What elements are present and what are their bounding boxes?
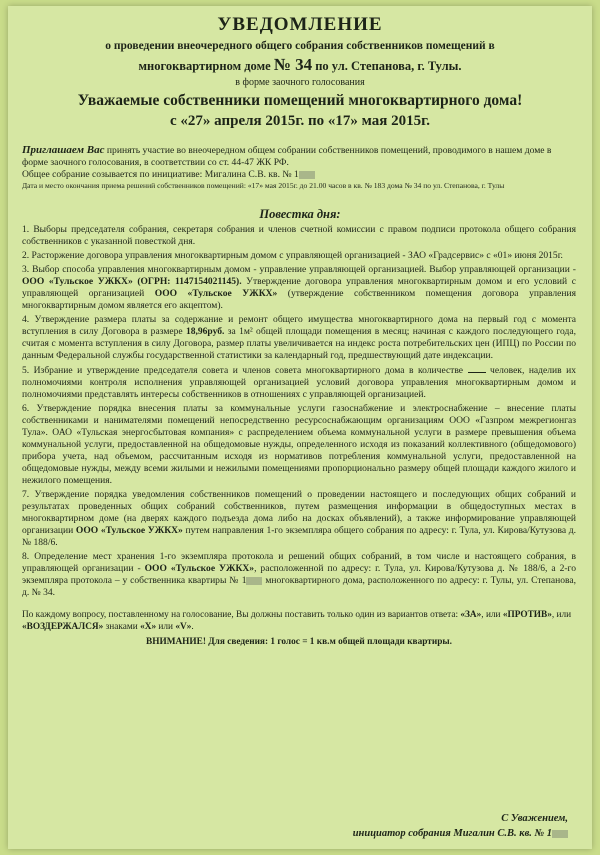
subtitle-line: о проведении внеочередного общего собрания собственников помещений в bbox=[105, 40, 495, 52]
attention-text: Для сведения: 1 голос = 1 кв.м общей площади квартиры. bbox=[205, 637, 452, 648]
agenda-item-1: 1. Выборы председателя собрания, секретаря собрания и членов счетной комиссии с правом подписи протокола общего собрания собственников с указанной повесткой дня. bbox=[22, 224, 576, 248]
attention-line bbox=[22, 636, 576, 648]
intro-paragraph bbox=[22, 144, 576, 169]
agenda-item-3: 3. Выбор способа управления многоквартирным домом - управление управляющей организацией. Выбор управляющей организации - ООО «Тульское УЖКХ» (ОГРН: 1147154021145). Утверждение договора управления многоквартирным домом и его условий с управляющей организацией ООО «Тульское УЖКХ» (утверждение собственником помещения договора управления многоквартирным домом является его акцептом). bbox=[22, 264, 576, 312]
voting-rules: По каждому вопросу, поставленному на голосование, Вы должны поставить только один из вариантов ответа: «ЗА», или «ПРОТИВ», или «ВОЗДЕРЖАЛСЯ» знаками «Х» или «V». bbox=[22, 610, 572, 633]
voting-instructions bbox=[22, 609, 576, 648]
blank-count bbox=[468, 372, 486, 373]
notice-sheet bbox=[8, 6, 592, 849]
initiator-text: Общее собрание созывается по инициативе: Мигалина С.В. кв. № 1 bbox=[22, 169, 299, 180]
redaction-mark bbox=[552, 830, 568, 838]
agenda-item-5: 5. Избрание и утверждение председателя совета и членов совета многоквартирного дома в количестве человек, наделив их полномочиями контроля исполнения управляющей организацией условий договора управления многоквартирным домом и полномочиями представлять интересы собственников в отношениях с управляющей организацией. bbox=[22, 364, 577, 400]
agenda-item-8: 8. Определение мест хранения 1-го экземпляра протокола и решений общих собраний, в том числе и настоящего собрания, в управляющей организации - ООО «Тульское УЖКХ», расположенной по адресу: г. Тула, ул. Кирова/Кутузова д. № 188/6, а 2-го экземпляра протокола – у собственника квартиры № 1 многоквартирного дома, расположенного по адресу: г. Тулы, ул. Степанова, д. № 34. bbox=[22, 551, 577, 599]
address-prefix: многоквартирном доме bbox=[138, 59, 274, 73]
initiator-line bbox=[22, 169, 576, 181]
address-street: по ул. Степанова, г. Тулы. bbox=[312, 59, 462, 73]
intro-block bbox=[22, 144, 576, 191]
document-title: УВЕДОМЛЕНИЕ bbox=[217, 14, 383, 35]
deadline-note: Дата и место окончания приема решений собственников помещений: «17» мая 2015г. до 21.00 часов в кв. № 183 дома № 34 по ул. Степанова, г. Тулы bbox=[22, 181, 505, 190]
intro-lead: Приглашаем Вас bbox=[22, 144, 105, 156]
attention-label: ВНИМАНИЕ! bbox=[146, 637, 206, 648]
greeting-line: Уважаемые собственники помещений многоквартирного дома! bbox=[77, 92, 523, 109]
redaction-mark bbox=[246, 577, 262, 585]
signature-greeting: С Уважением, bbox=[501, 813, 568, 824]
form-line: в форме заочного голосования bbox=[235, 77, 365, 88]
redaction-mark bbox=[299, 171, 315, 179]
intro-text: принять участие во внеочередном общем собрании собственников помещений, проводимого в нашем доме в форме заочного голосования, в соответствии со ст. 44-47 ЖК РФ. bbox=[22, 145, 552, 168]
date-range: с «27» апреля 2015г. по «17» мая 2015г. bbox=[170, 113, 430, 129]
signature-initiator: инициатор собрания Мигалин С.В. кв. № 1 bbox=[353, 826, 568, 841]
house-number: № 34 bbox=[273, 55, 313, 74]
signature-block bbox=[353, 811, 568, 841]
address-line bbox=[8, 55, 592, 75]
agenda-item-7: 7. Утверждение порядка уведомления собственников помещений о проведении настоящего и последующих общих собраний и результатах проведенных общих собраний собственников, путем размещения информации в общедоступных местах в многоквартирном доме (на дверях каждого подъезда дома либо на досках объявлений), а также информирование управляющей организации ООО «Тульское УЖКХ» путем направления 1-го экземпляра общего собрания по адресу: г. Тула, ул. Кирова/Кутузова д. № 188/6. bbox=[22, 488, 577, 549]
agenda-item-6: 6. Утверждение порядка внесения платы за коммунальные услуги газоснабжение и электроснабжение – внесение платы собственниками и нанимателями помещений непосредственно ресурсоснабжающим организациям ООО «Газпром межрегионгаз Тула». ОАО «Тульская энергосбытовая компания» с распределением объема коммунальной услуги в размере превышения объема коммунальной услуги, предоставленной на общедомовые нужды, определенного исходя из показаний коллективного (общедомового) прибора учета, над объемом, рассчитанным исходя из нормативов потребления коммунальной услуги, предоставленной на общедомовые нужды, между всеми жилыми и нежилыми помещениями пропорционально размеру общей площади каждого жилого и нежилого помещения. bbox=[22, 402, 576, 486]
agenda-list bbox=[22, 224, 576, 599]
agenda-title: Повестка дня: bbox=[259, 207, 341, 221]
agenda-item-4: 4. Утверждение размера платы за содержание и ремонт общего имущества многоквартирного дома на первый год с момента вступления в силу Договора в размере 18,96руб. за 1м² общей площади помещения в месяц; начиная с каждого последующего года, считая с момента вступления в силу Договора, размер платы увеличивается на индекс роста потребительских цен (ИПЦ) по России по данным Федеральной службы государственной статистики за календарный год, предшествующий дате индексации. bbox=[22, 314, 576, 362]
agenda-item-2: 2. Расторжение договора управления многоквартирным домом с управляющей организацией - ЗАО «Градсервис» с «01» июня 2015г. bbox=[22, 250, 563, 262]
